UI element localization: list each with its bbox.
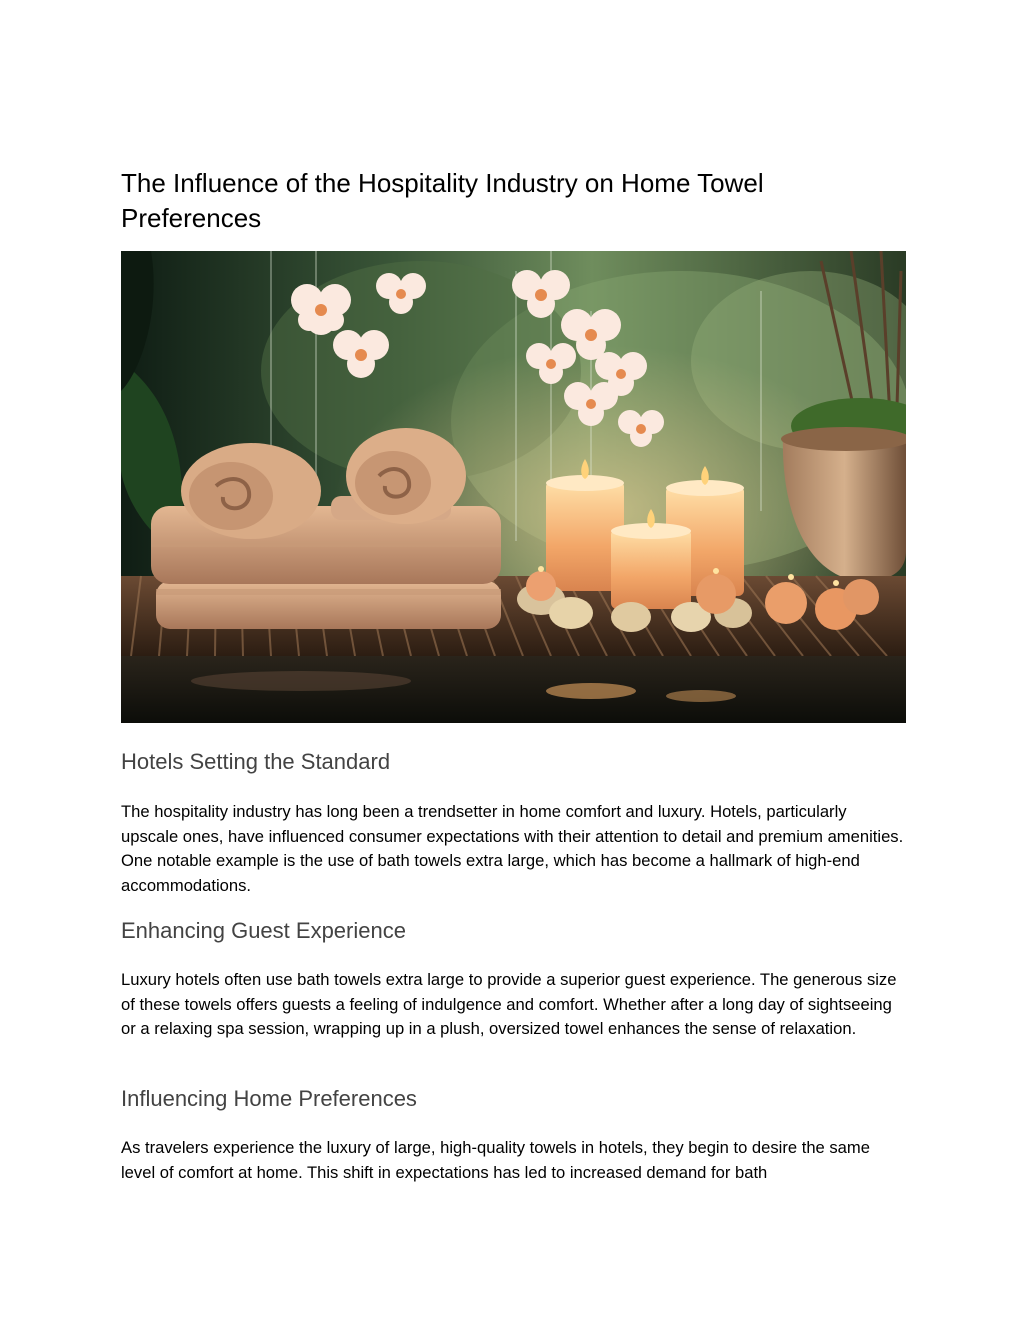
spa-towels-candles-photo xyxy=(121,251,906,723)
section-paragraph: As travelers experience the luxury of large, high-quality towels in hotels, they begin to desire the same level of comfort at home. This shift in expectations has led to increased demand for bath xyxy=(121,1138,870,1182)
section-heading: Enhancing Guest Experience xyxy=(121,918,406,943)
section-heading: Hotels Setting the Standard xyxy=(121,749,391,774)
page-title: The Influence of the Hospitality Industry on Home Towel Preferences xyxy=(121,168,764,233)
spa-scene-illustration xyxy=(121,251,906,723)
section-heading: Influencing Home Preferences xyxy=(121,1086,417,1111)
section-paragraph: The hospitality industry has long been a trendsetter in home comfort and luxury. Hotels, particularly upscale ones, have influenced consumer expectations with their attention to detail and premium amenities. One notable example is the use of bath towels extra large, which has become a hallmark of high-end accommodations. xyxy=(121,802,904,895)
section-paragraph: Luxury hotels often use bath towels extra large to provide a superior guest experience. The generous size of these towels offers guests a feeling of indulgence and comfort. Whether after a long day of sightseeing or a relaxing spa session, wrapping up in a plush, oversized towel enhances the sense of relaxation. xyxy=(121,970,897,1038)
